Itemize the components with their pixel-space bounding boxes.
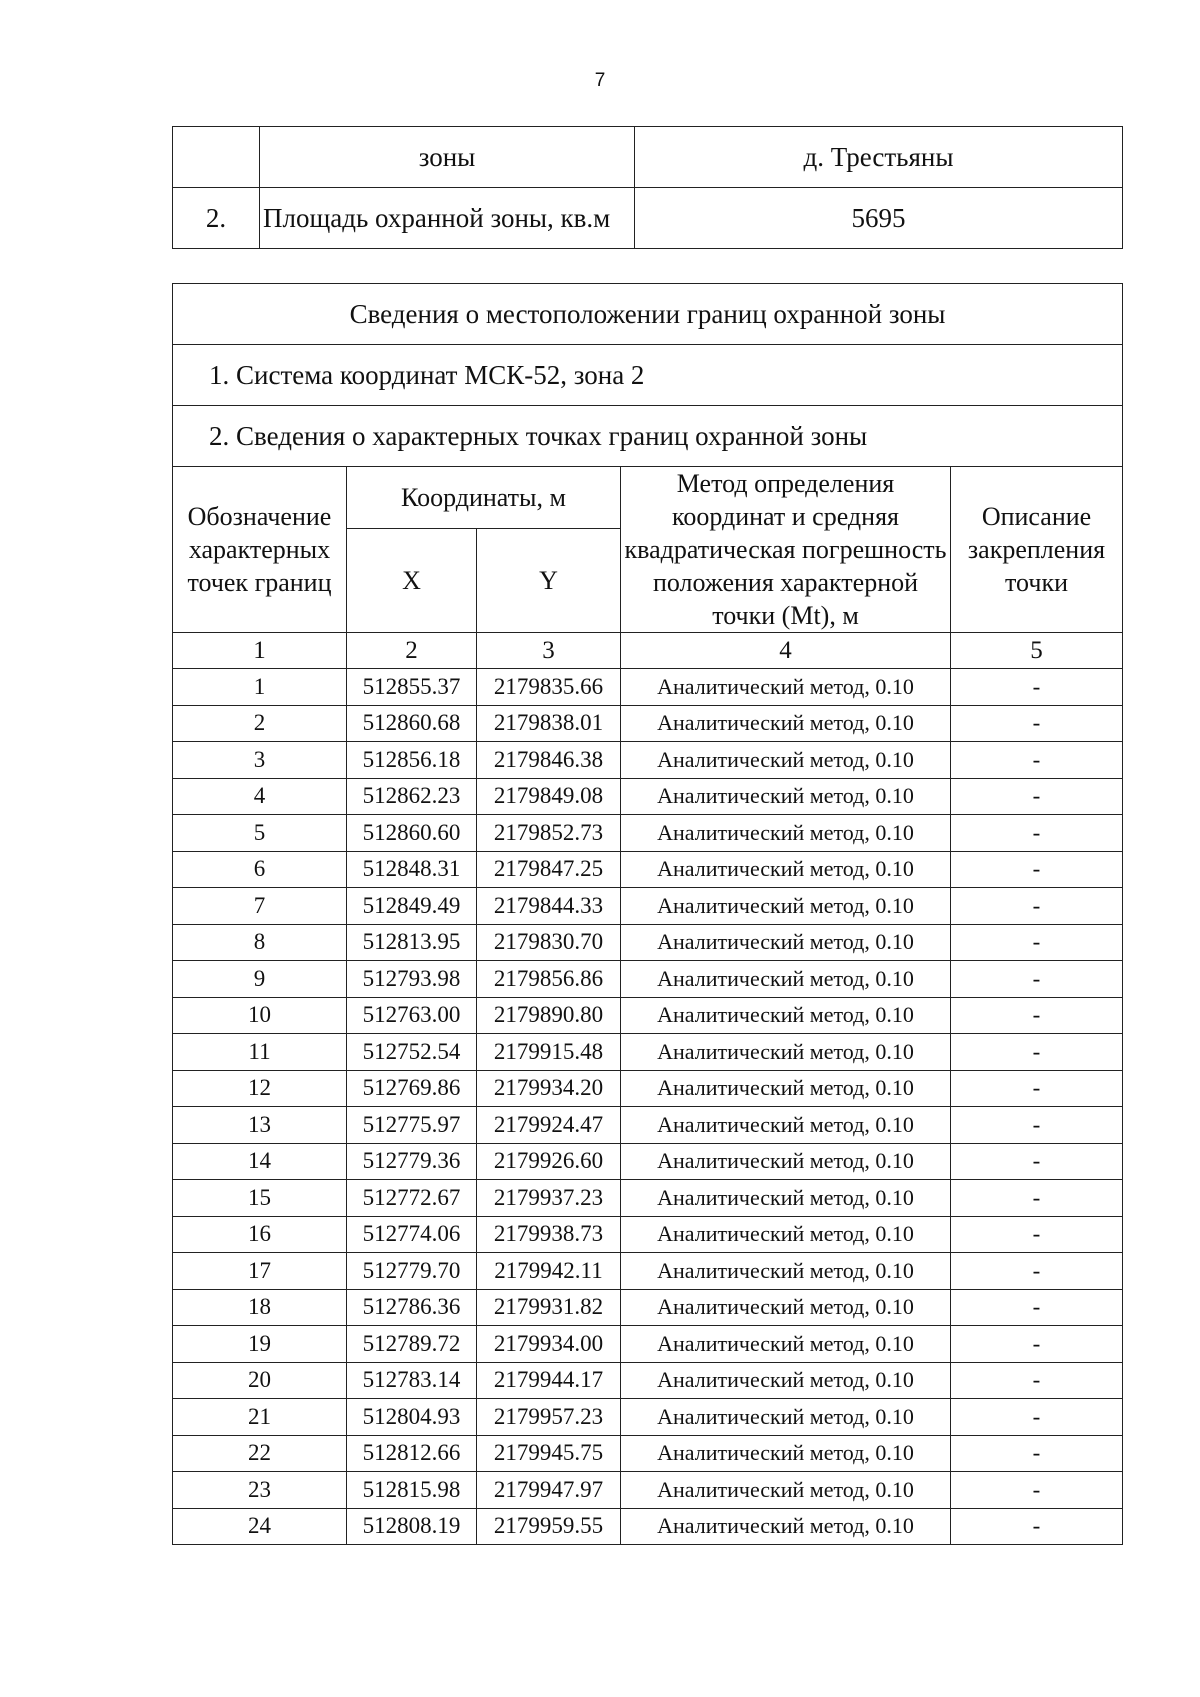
table-row <box>173 705 1123 742</box>
point-x: 512769.86 <box>347 1070 477 1107</box>
point-number: 19 <box>173 1326 347 1363</box>
point-y: 2179915.48 <box>477 1034 621 1071</box>
point-description: - <box>951 888 1123 925</box>
point-method: Аналитический метод, 0.10 <box>621 851 951 888</box>
point-x: 512812.66 <box>347 1435 477 1472</box>
point-method: Аналитический метод, 0.10 <box>621 1399 951 1436</box>
point-number: 10 <box>173 997 347 1034</box>
point-method: Аналитический метод, 0.10 <box>621 1070 951 1107</box>
point-y: 2179957.23 <box>477 1399 621 1436</box>
table-row <box>173 1253 1123 1290</box>
point-method: Аналитический метод, 0.10 <box>621 1143 951 1180</box>
point-method: Аналитический метод, 0.10 <box>621 669 951 706</box>
point-method: Аналитический метод, 0.10 <box>621 961 951 998</box>
point-description: - <box>951 851 1123 888</box>
point-x: 512860.60 <box>347 815 477 852</box>
table-row <box>173 742 1123 779</box>
table-row <box>173 778 1123 815</box>
summary-row-2 <box>173 188 1123 249</box>
point-number: 16 <box>173 1216 347 1253</box>
point-method: Аналитический метод, 0.10 <box>621 997 951 1034</box>
point-number: 8 <box>173 924 347 961</box>
point-y: 2179844.33 <box>477 888 621 925</box>
table-row <box>173 815 1123 852</box>
summary-row-number <box>173 127 260 188</box>
point-description: - <box>951 1399 1123 1436</box>
point-number: 13 <box>173 1107 347 1144</box>
point-method: Аналитический метод, 0.10 <box>621 815 951 852</box>
coordinates-header: Координаты, м <box>347 467 621 529</box>
point-description: - <box>951 961 1123 998</box>
table-row <box>173 1107 1123 1144</box>
point-x: 512772.67 <box>347 1180 477 1217</box>
point-description: - <box>951 742 1123 779</box>
table-row <box>173 1399 1123 1436</box>
point-method: Аналитический метод, 0.10 <box>621 1253 951 1290</box>
point-description: - <box>951 1070 1123 1107</box>
point-y: 2179849.08 <box>477 778 621 815</box>
point-x: 512786.36 <box>347 1289 477 1326</box>
coordinate-system: 1. Система координат МСК-52, зона 2 <box>173 345 1123 406</box>
point-y: 2179959.55 <box>477 1508 621 1545</box>
table-row <box>173 1180 1123 1217</box>
point-number: 18 <box>173 1289 347 1326</box>
point-method: Аналитический метод, 0.10 <box>621 924 951 961</box>
point-number: 9 <box>173 961 347 998</box>
table-row <box>173 1070 1123 1107</box>
point-description: - <box>951 997 1123 1034</box>
point-description: - <box>951 1216 1123 1253</box>
point-description: - <box>951 1253 1123 1290</box>
column-number-row <box>173 633 1123 669</box>
point-description: - <box>951 1143 1123 1180</box>
column-number: 1 <box>173 633 347 669</box>
point-number: 3 <box>173 742 347 779</box>
point-method: Аналитический метод, 0.10 <box>621 778 951 815</box>
point-method: Аналитический метод, 0.10 <box>621 1216 951 1253</box>
point-y: 2179938.73 <box>477 1216 621 1253</box>
point-x: 512808.19 <box>347 1508 477 1545</box>
point-description: - <box>951 1472 1123 1509</box>
table-row <box>173 669 1123 706</box>
table-row <box>173 1143 1123 1180</box>
point-number: 12 <box>173 1070 347 1107</box>
point-number: 1 <box>173 669 347 706</box>
points-table-body <box>173 669 1123 1545</box>
method-header: Метод определения координат и средняя квадратическая погрешность положения характерной точки (Mt), м <box>621 467 951 633</box>
point-y: 2179934.00 <box>477 1326 621 1363</box>
point-number: 24 <box>173 1508 347 1545</box>
point-description: - <box>951 1362 1123 1399</box>
point-y: 2179846.38 <box>477 742 621 779</box>
point-number: 5 <box>173 815 347 852</box>
coordinates-table <box>172 283 1123 1545</box>
point-number: 4 <box>173 778 347 815</box>
point-x: 512793.98 <box>347 961 477 998</box>
point-y: 2179924.47 <box>477 1107 621 1144</box>
point-x: 512815.98 <box>347 1472 477 1509</box>
point-y: 2179835.66 <box>477 669 621 706</box>
point-method: Аналитический метод, 0.10 <box>621 1472 951 1509</box>
summary-row-label: Площадь охранной зоны, кв.м <box>260 188 635 249</box>
point-description: - <box>951 778 1123 815</box>
summary-row-value: 5695 <box>635 188 1123 249</box>
point-method: Аналитический метод, 0.10 <box>621 1435 951 1472</box>
point-number: 21 <box>173 1399 347 1436</box>
summary-row-label: зоны <box>260 127 635 188</box>
point-x: 512804.93 <box>347 1399 477 1436</box>
table-row <box>173 1216 1123 1253</box>
point-description: - <box>951 1508 1123 1545</box>
point-method: Аналитический метод, 0.10 <box>621 705 951 742</box>
column-number: 5 <box>951 633 1123 669</box>
table-row <box>173 1435 1123 1472</box>
point-y: 2179947.97 <box>477 1472 621 1509</box>
point-description: - <box>951 1034 1123 1071</box>
point-x: 512775.97 <box>347 1107 477 1144</box>
point-number: 20 <box>173 1362 347 1399</box>
point-description: - <box>951 705 1123 742</box>
point-description: - <box>951 1289 1123 1326</box>
point-x: 512860.68 <box>347 705 477 742</box>
point-method: Аналитический метод, 0.10 <box>621 1326 951 1363</box>
point-number: 2 <box>173 705 347 742</box>
table-row <box>173 961 1123 998</box>
point-x: 512779.70 <box>347 1253 477 1290</box>
point-description: - <box>951 1326 1123 1363</box>
point-x: 512862.23 <box>347 778 477 815</box>
point-number: 11 <box>173 1034 347 1071</box>
table-row <box>173 1508 1123 1545</box>
point-description: - <box>951 1180 1123 1217</box>
point-method: Аналитический метод, 0.10 <box>621 888 951 925</box>
point-x: 512783.14 <box>347 1362 477 1399</box>
point-description: - <box>951 1107 1123 1144</box>
point-number: 7 <box>173 888 347 925</box>
point-y: 2179934.20 <box>477 1070 621 1107</box>
point-description: - <box>951 924 1123 961</box>
summary-row-value: д. Трестьяны <box>635 127 1123 188</box>
point-y: 2179937.23 <box>477 1180 621 1217</box>
point-method: Аналитический метод, 0.10 <box>621 1289 951 1326</box>
table-row <box>173 851 1123 888</box>
x-header: X <box>347 528 477 632</box>
point-number: 17 <box>173 1253 347 1290</box>
table-row <box>173 924 1123 961</box>
point-description: - <box>951 1435 1123 1472</box>
y-header: Y <box>477 528 621 632</box>
table-row <box>173 1472 1123 1509</box>
table-row <box>173 888 1123 925</box>
point-x: 512848.31 <box>347 851 477 888</box>
table-row <box>173 997 1123 1034</box>
point-x: 512849.49 <box>347 888 477 925</box>
column-number: 3 <box>477 633 621 669</box>
point-y: 2179944.17 <box>477 1362 621 1399</box>
point-x: 512763.00 <box>347 997 477 1034</box>
points-section-title: 2. Сведения о характерных точках границ охранной зоны <box>173 406 1123 467</box>
point-x: 512779.36 <box>347 1143 477 1180</box>
point-y: 2179838.01 <box>477 705 621 742</box>
column-number: 2 <box>347 633 477 669</box>
point-y: 2179890.80 <box>477 997 621 1034</box>
point-x: 512774.06 <box>347 1216 477 1253</box>
point-y: 2179852.73 <box>477 815 621 852</box>
table-row <box>173 1034 1123 1071</box>
point-method: Аналитический метод, 0.10 <box>621 1034 951 1071</box>
summary-table <box>172 126 1123 249</box>
boundary-section-title: Сведения о местоположении границ охранной зоны <box>173 284 1123 345</box>
point-number: 15 <box>173 1180 347 1217</box>
summary-row-1 <box>173 127 1123 188</box>
point-method: Аналитический метод, 0.10 <box>621 1508 951 1545</box>
point-method: Аналитический метод, 0.10 <box>621 1107 951 1144</box>
description-header: Описание закрепления точки <box>951 467 1123 633</box>
summary-row-number: 2. <box>173 188 260 249</box>
point-method: Аналитический метод, 0.10 <box>621 1180 951 1217</box>
point-y: 2179945.75 <box>477 1435 621 1472</box>
point-y: 2179926.60 <box>477 1143 621 1180</box>
point-number: 14 <box>173 1143 347 1180</box>
point-x: 512855.37 <box>347 669 477 706</box>
point-x: 512856.18 <box>347 742 477 779</box>
designation-header: Обозначение характерных точек границ <box>173 467 347 633</box>
table-row <box>173 1362 1123 1399</box>
point-x: 512789.72 <box>347 1326 477 1363</box>
point-description: - <box>951 669 1123 706</box>
point-x: 512813.95 <box>347 924 477 961</box>
point-y: 2179856.86 <box>477 961 621 998</box>
point-number: 23 <box>173 1472 347 1509</box>
point-y: 2179931.82 <box>477 1289 621 1326</box>
point-y: 2179847.25 <box>477 851 621 888</box>
point-description: - <box>951 815 1123 852</box>
point-number: 22 <box>173 1435 347 1472</box>
table-row <box>173 1289 1123 1326</box>
page-number: 7 <box>594 70 606 91</box>
point-method: Аналитический метод, 0.10 <box>621 1362 951 1399</box>
point-y: 2179830.70 <box>477 924 621 961</box>
point-y: 2179942.11 <box>477 1253 621 1290</box>
point-number: 6 <box>173 851 347 888</box>
point-method: Аналитический метод, 0.10 <box>621 742 951 779</box>
table-row <box>173 1326 1123 1363</box>
point-x: 512752.54 <box>347 1034 477 1071</box>
column-number: 4 <box>621 633 951 669</box>
